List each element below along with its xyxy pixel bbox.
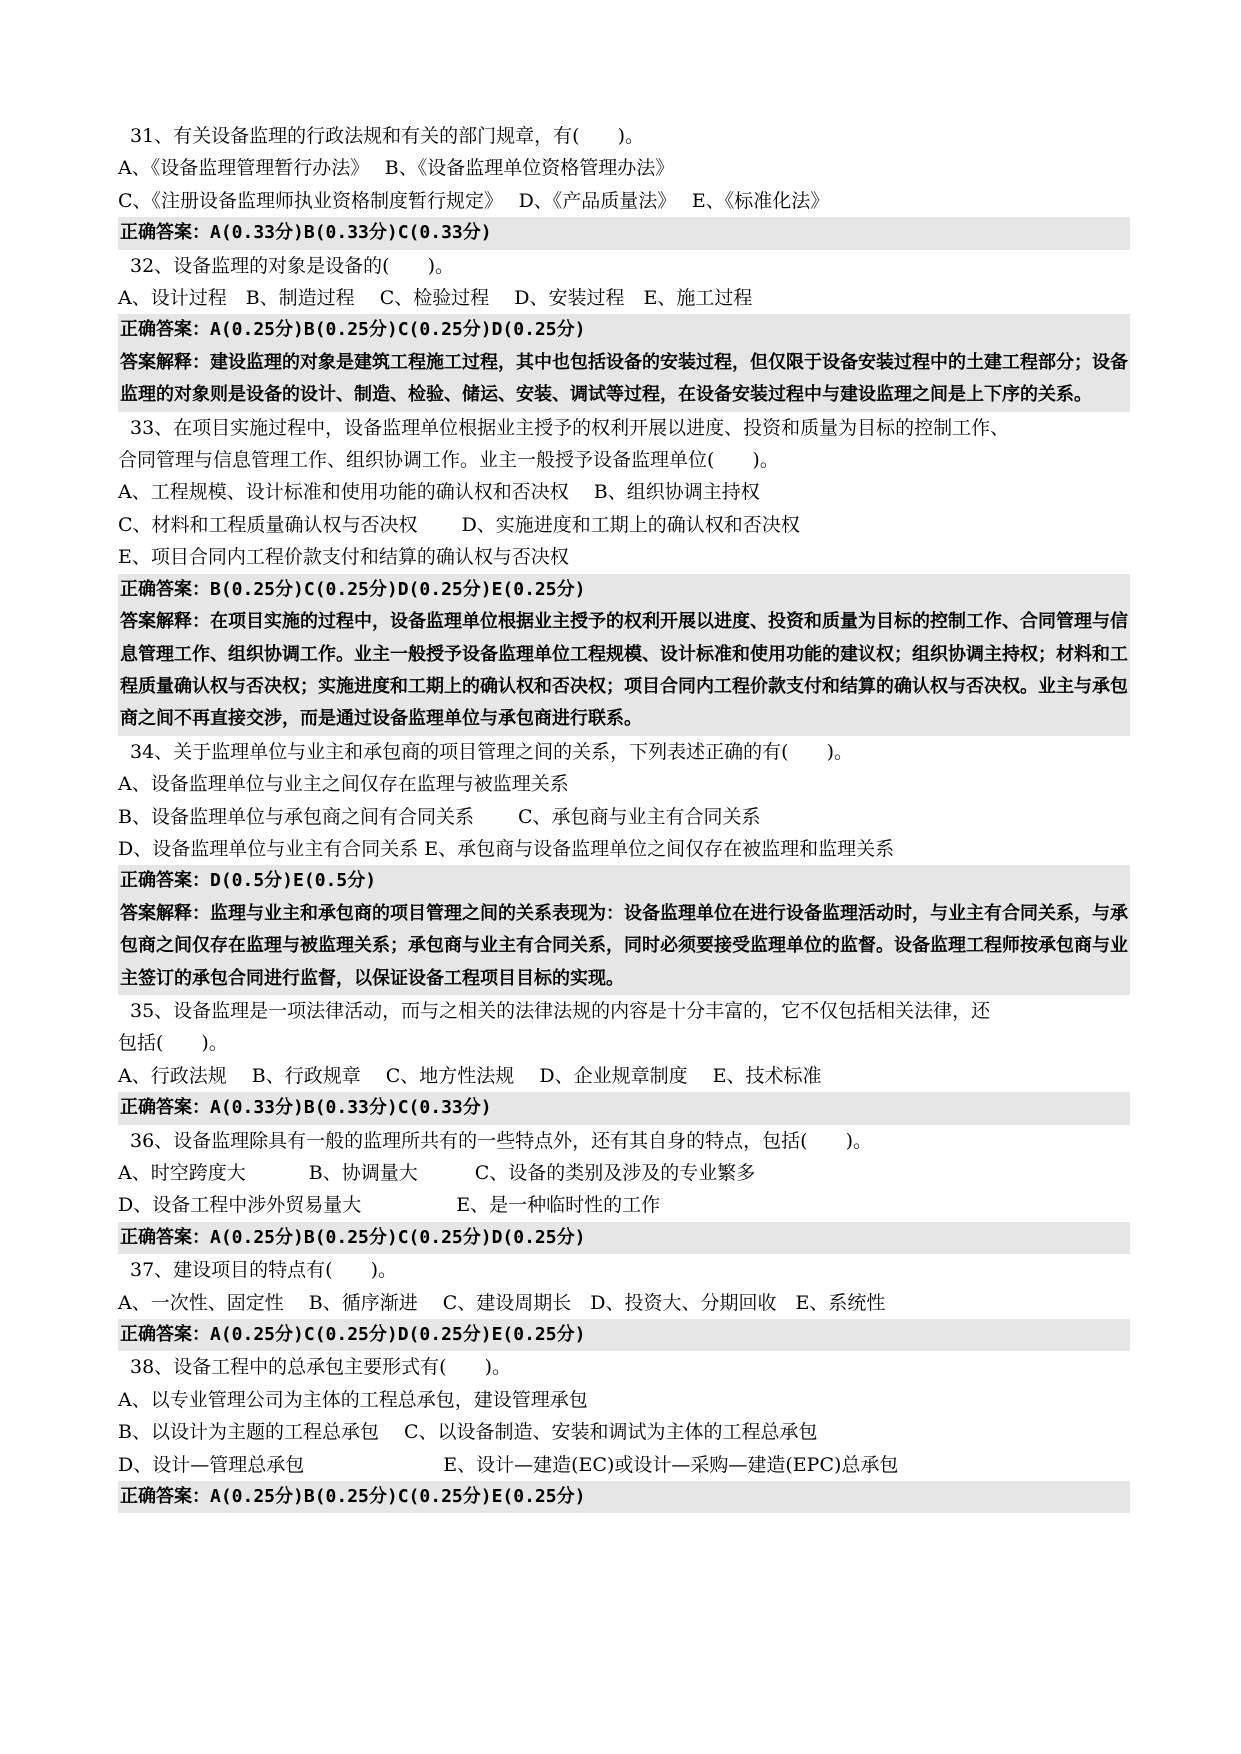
option-line: A、行政法规 B、行政规章 C、地方性法规 D、企业规章制度 E、技术标准 — [118, 1064, 822, 1087]
question-stem-continued: 合同管理与信息管理工作、组织协调工作。业主一般授予设备监理单位( )。 — [118, 449, 779, 472]
correct-answer: 正确答案：A(0.33分)B(0.33分)C(0.33分) — [118, 217, 1130, 249]
question-stem: 35、设备监理是一项法律活动，而与之相关的法律法规的内容是十分丰富的，它不仅包括相关法律，还 — [130, 999, 991, 1022]
question-block — [118, 1254, 1130, 1351]
question-stem: 32、设备监理的对象是设备的( )。 — [130, 254, 455, 277]
option-line: D、设备工程中涉外贸易量大 E、是一种临时性的工作 — [118, 1194, 661, 1217]
option-line: A、工程规模、设计标准和使用功能的确认权和否决权 B、组织协调主持权 — [118, 481, 760, 504]
option-line: A、设备监理单位与业主之间仅存在监理与被监理关系 — [118, 773, 569, 796]
option-line: A、时空跨度大 B、协调量大 C、设备的类别及涉及的专业繁多 — [118, 1162, 756, 1184]
correct-answer: 正确答案：B(0.25分)C(0.25分)D(0.25分)E(0.25分) — [118, 574, 1130, 606]
option-line: A、《设备监理管理暂行办法》 B、《设备监理单位资格管理办法》 — [118, 157, 675, 180]
question-stem: 34、关于监理单位与业主和承包商的项目管理之间的关系，下列表述正确的有( )。 — [130, 740, 854, 763]
question-block — [118, 412, 1130, 736]
question-block — [118, 1351, 1130, 1513]
correct-answer: 正确答案：A(0.33分)B(0.33分)C(0.33分) — [118, 1092, 1130, 1124]
question-block — [118, 120, 1130, 250]
question-stem: 36、设备监理除具有一般的监理所共有的一些特点外，还有其自身的特点，包括( )。 — [130, 1129, 873, 1152]
correct-answer: 正确答案：A(0.25分)B(0.25分)C(0.25分)D(0.25分) — [118, 314, 1130, 346]
question-stem-continued: 包括( )。 — [118, 1032, 228, 1055]
correct-answer: 正确答案：A(0.25分)B(0.25分)C(0.25分)E(0.25分) — [118, 1481, 1130, 1513]
option-line: A、一次性、固定性 B、循序渐进 C、建设周期长 D、投资大、分期回收 E、系统性 — [118, 1291, 886, 1314]
correct-answer: 正确答案：A(0.25分)C(0.25分)D(0.25分)E(0.25分) — [118, 1319, 1130, 1351]
question-block — [118, 250, 1130, 412]
option-line: A、设计过程 B、制造过程 C、检验过程 D、安装过程 E、施工过程 — [118, 287, 753, 310]
question-stem: 33、在项目实施过程中，设备监理单位根据业主授予的权利开展以进度、投资和质量为目标的控制工作、 — [130, 416, 1010, 439]
correct-answer: 正确答案：A(0.25分)B(0.25分)C(0.25分)D(0.25分) — [118, 1222, 1130, 1254]
option-line: A、以专业管理公司为主体的工程总承包，建设管理承包 — [118, 1388, 588, 1411]
question-list — [118, 120, 1130, 1513]
answer-explanation: 答案解释：建设监理的对象是建筑工程施工过程，其中也包括设备的安装过程，但仅限于设备安装过程中的土建工程部分；设备监理的对象则是设备的设计、制造、检验、储运、安装、调试等过程，在设备安装过程中与建设监理之间是上下序的关系。 — [118, 347, 1130, 412]
correct-answer: 正确答案：D(0.5分)E(0.5分) — [118, 865, 1130, 897]
question-stem: 37、建设项目的特点有( )。 — [130, 1259, 398, 1282]
answer-explanation: 答案解释：监理与业主和承包商的项目管理之间的关系表现为：设备监理单位在进行设备监理活动时，与业主有合同关系，与承包商之间仅存在监理与被监理关系；承包商与业主有合同关系，同时必须要接受监理单位的监督。设备监理工程师按承包商与业主签订的承包合同进行监督，以保证设备工程项目目标的实现。 — [118, 898, 1130, 995]
question-stem: 31、有关设备监理的行政法规和有关的部门规章，有( )。 — [130, 125, 645, 147]
option-line: C、材料和工程质量确认权与否决权 D、实施进度和工期上的确认权和否决权 — [118, 513, 800, 536]
option-line: D、设计—管理总承包 E、设计—建造(EC)或设计—采购—建造(EPC)总承包 — [118, 1453, 899, 1476]
question-stem: 38、设备工程中的总承包主要形式有( )。 — [130, 1356, 512, 1379]
option-line: D、设备监理单位与业主有合同关系 E、承包商与设备监理单位之间仅存在被监理和监理关系 — [118, 837, 895, 860]
option-line: E、项目合同内工程价款支付和结算的确认权与否决权 — [118, 546, 569, 569]
question-block — [118, 1125, 1130, 1255]
option-line: B、以设计为主题的工程总承包 C、以设备制造、安装和调试为主体的工程总承包 — [118, 1421, 818, 1444]
answer-explanation: 答案解释：在项目实施的过程中，设备监理单位根据业主授予的权利开展以进度、投资和质量为目标的控制工作、合同管理与信息管理工作、组织协调工作。业主一般授予设备监理单位工程规模、设计标准和使用功能的建议权；组织协调主持权；材料和工程质量确认权与否决权；实施进度和工期上的确认权和否决权；项目合同内工程价款支付和结算的确认权与否决权。业主与承包商之间不再直接交涉，而是通过设备监理单位与承包商进行联系。 — [118, 606, 1130, 736]
question-block — [118, 995, 1130, 1125]
option-line: B、设备监理单位与承包商之间有合同关系 C、承包商与业主有合同关系 — [118, 805, 761, 828]
option-line: C、《注册设备监理师执业资格制度暂行规定》 D、《产品质量法》 E、《标准化法》 — [118, 189, 830, 212]
question-block — [118, 736, 1130, 995]
